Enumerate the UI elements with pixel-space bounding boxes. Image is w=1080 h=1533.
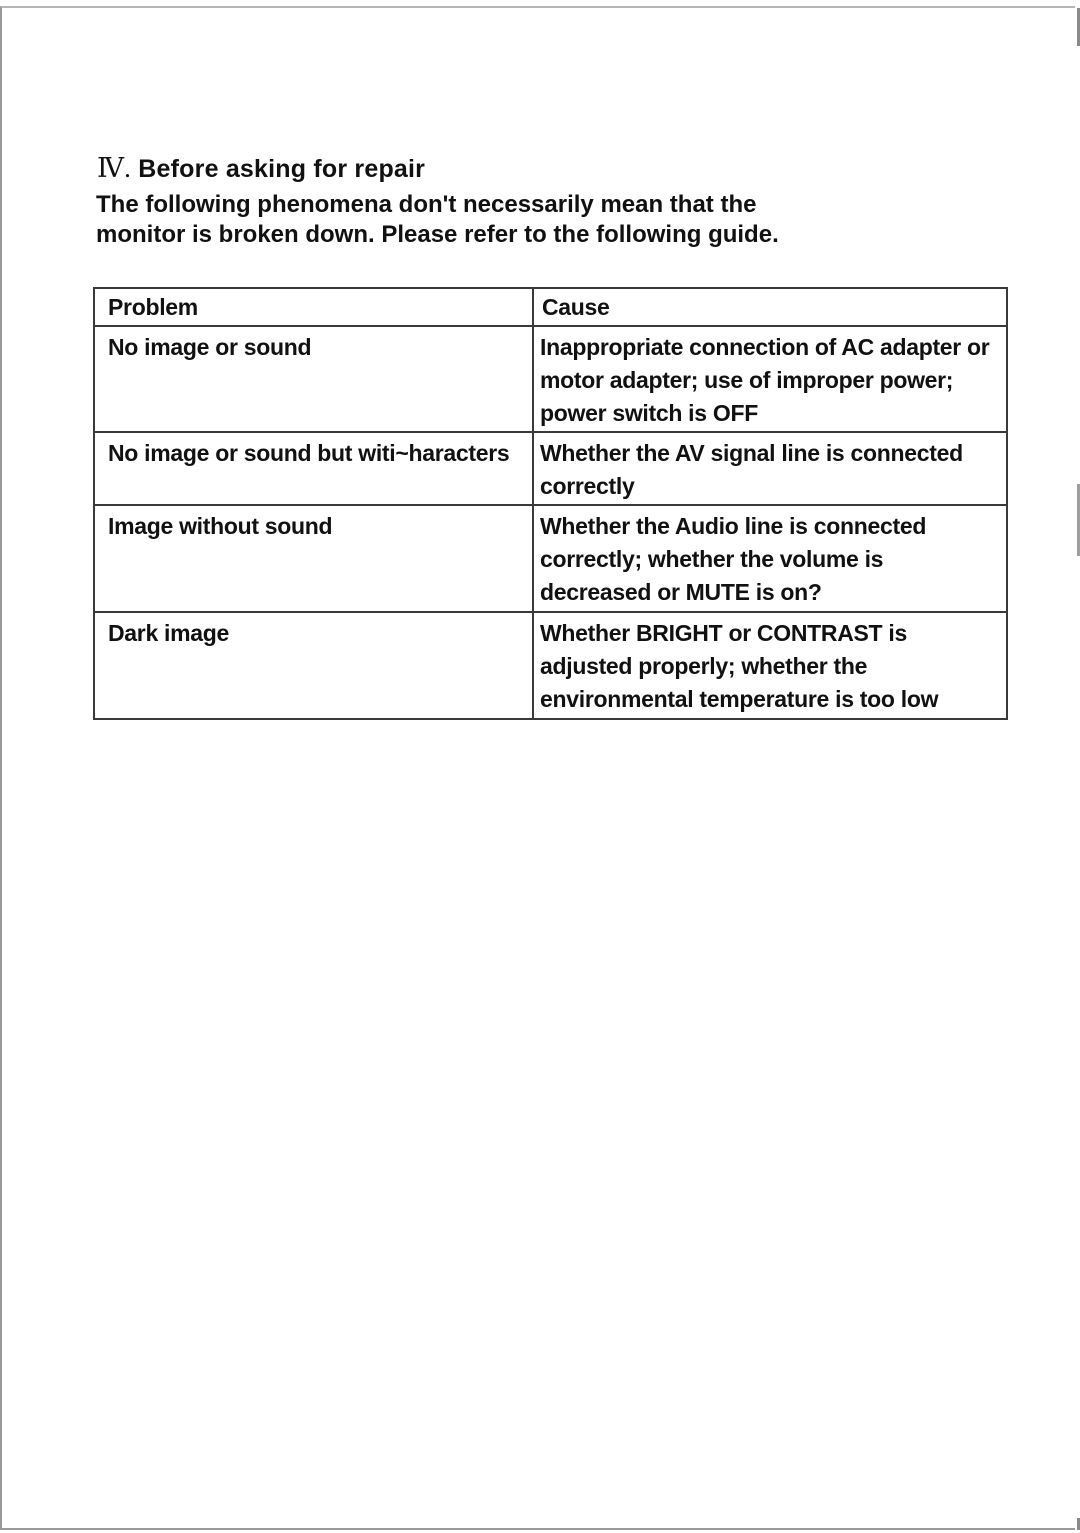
- cause-cell: [533, 432, 1007, 505]
- cause-line: adjusted properly; whether the: [540, 653, 868, 679]
- intro-line-1: The following phenomena don't necessarily mean that the: [96, 191, 757, 218]
- table-row: [94, 326, 1007, 432]
- cause-line: Whether the AV signal line is connected: [540, 440, 963, 466]
- table-row: [94, 505, 1007, 612]
- section-heading: [97, 153, 425, 184]
- cause-line: Whether BRIGHT or CONTRAST is: [540, 620, 907, 646]
- cause-line: correctly; whether the volume is: [540, 546, 884, 572]
- table-header-row: [94, 288, 1007, 326]
- table-row: [94, 612, 1007, 719]
- troubleshooting-table: [93, 287, 1008, 720]
- cause-line: power switch is OFF: [540, 400, 758, 426]
- intro-paragraph: [96, 190, 896, 250]
- problem-cell: Dark image: [94, 612, 533, 719]
- cause-line: Whether the Audio line is connected: [540, 513, 927, 539]
- cause-line: correctly: [540, 473, 635, 499]
- problem-cell: No image or sound but witi~haracters: [94, 432, 533, 505]
- cause-line: Inappropriate connection of AC adapter or: [540, 334, 990, 360]
- cause-cell: [533, 612, 1007, 719]
- header-problem: Problem: [94, 288, 533, 326]
- cause-line: decreased or MUTE is on?: [540, 579, 822, 605]
- problem-cell: Image without sound: [94, 505, 533, 612]
- cause-line: motor adapter; use of improper power;: [540, 367, 954, 393]
- section-numeral: Ⅳ.: [97, 153, 132, 183]
- section-title-text: Before asking for repair: [138, 155, 426, 183]
- problem-cell: No image or sound: [94, 326, 533, 432]
- cause-cell: [533, 326, 1007, 432]
- header-cause: Cause: [533, 288, 1007, 326]
- intro-line-2: monitor is broken down. Please refer to the following guide.: [96, 221, 779, 248]
- cause-line: environmental temperature is too low: [540, 686, 939, 712]
- cause-cell: [533, 505, 1007, 612]
- table-row: [94, 432, 1007, 505]
